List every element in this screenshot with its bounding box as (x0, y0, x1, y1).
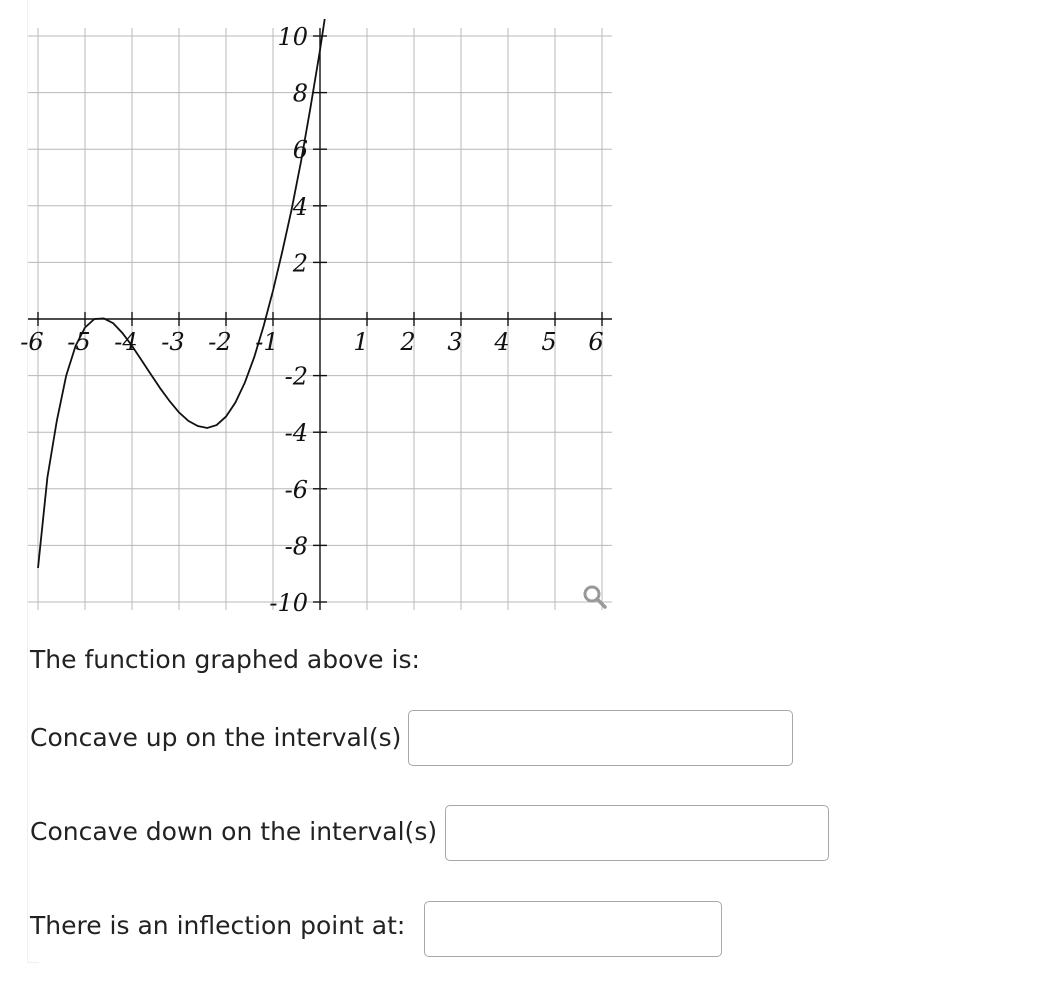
concave-up-input[interactable] (408, 710, 793, 766)
x-tick-label: -1 (255, 328, 279, 356)
x-tick-label: 4 (494, 328, 510, 356)
x-tick-label: -2 (208, 328, 232, 356)
function-curve (38, 19, 325, 568)
inflection-label: There is an inflection point at: (30, 911, 406, 940)
y-tick-label: 2 (292, 249, 308, 278)
x-tick-label: 5 (541, 328, 557, 356)
y-tick-label: -8 (284, 532, 308, 561)
function-graph (0, 0, 630, 630)
x-tick-label: -4 (114, 328, 138, 356)
y-tick-label: 6 (292, 136, 308, 165)
x-tick-label: -3 (161, 328, 185, 356)
x-tick-label: 2 (400, 328, 416, 356)
inflection-input[interactable] (424, 901, 722, 957)
y-tick-label: -6 (284, 475, 308, 504)
x-tick-label: -6 (20, 328, 44, 356)
x-tick-label: 6 (588, 328, 604, 356)
page-frame-bottom (27, 962, 39, 963)
y-tick-label: -4 (284, 419, 308, 448)
y-tick-label: -2 (284, 362, 308, 391)
concave-up-label: Concave up on the interval(s) (30, 723, 402, 752)
x-tick-label: -5 (67, 328, 91, 356)
y-tick-label: 10 (277, 23, 308, 51)
y-tick-label: 4 (292, 192, 308, 221)
graph-axes (28, 28, 612, 610)
prompt-text: The function graphed above is: (30, 645, 420, 674)
concave-down-label: Concave down on the interval(s) (30, 817, 438, 846)
y-axis-ticks (269, 23, 327, 617)
x-tick-label: 1 (353, 328, 369, 356)
x-tick-label: 3 (447, 328, 463, 356)
y-tick-label: -10 (269, 589, 308, 617)
concave-down-input[interactable] (445, 805, 829, 861)
y-tick-label: 8 (292, 79, 308, 108)
